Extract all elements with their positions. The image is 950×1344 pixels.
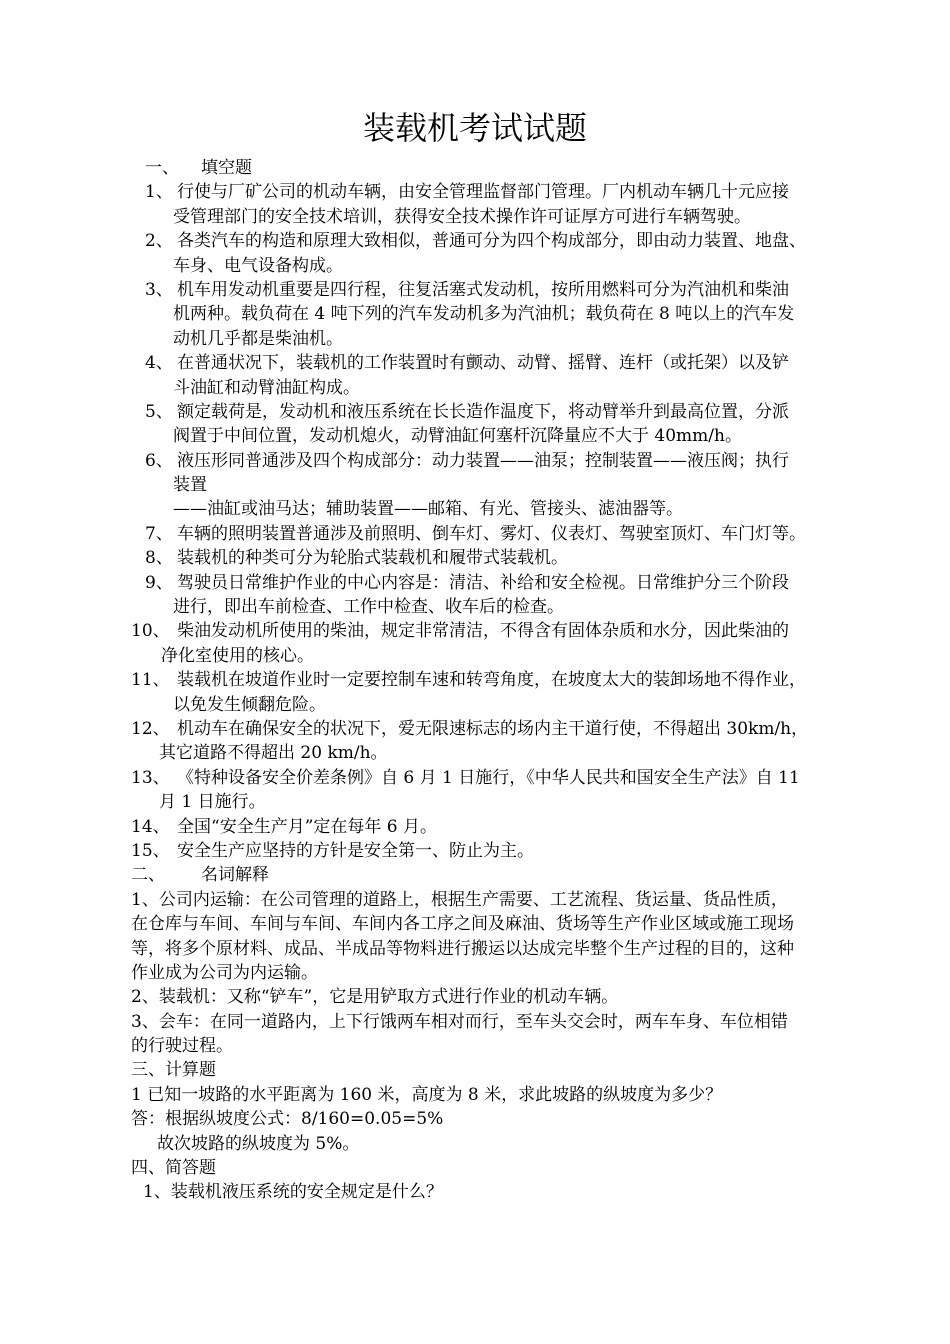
section-heading-calc: 三、计算题: [131, 1060, 216, 1081]
item-number: 9、: [145, 572, 173, 593]
item-number: 11、: [131, 670, 170, 691]
list-item: [131, 546, 891, 570]
section-heading-terms: [131, 863, 891, 887]
list-item: [131, 351, 891, 400]
item-text: 车身、电气设备构成。: [173, 255, 343, 276]
item-text: 其它道路不得超出 20 km/h。: [159, 743, 388, 764]
item-text: 进行，即出车前检查、工作中检查、收车后的检查。: [173, 597, 564, 618]
item-number: 3、: [145, 279, 173, 300]
item-number: 10、: [131, 621, 170, 642]
item-text: 液压形同普通涉及四个构成部分：动力装置——油泵；控制装置——液压阀；执行: [177, 450, 789, 471]
item-number: 7、: [145, 523, 173, 544]
list-item: [131, 668, 891, 717]
section-title: 填空题: [201, 158, 252, 178]
term-definition: [131, 888, 891, 986]
item-text: 柴油发动机所使用的柴油，规定非常清洁，不得含有固体杂质和水分，因此柴油的: [177, 621, 789, 642]
list-item: [131, 571, 891, 620]
item-text: 全国“安全生产月”定在每年 6 月。: [177, 816, 438, 837]
calc-conclusion: 故次坡路的纵坡度为 5%。: [157, 1133, 360, 1154]
list-item: [131, 229, 891, 278]
term-text: 2、装载机：又称“铲车”，它是用铲取方式进行作业的机动车辆。: [131, 987, 619, 1008]
item-text: 月 1 日施行。: [159, 792, 266, 813]
term-text: 作业成为公司为内运输。: [131, 962, 318, 983]
short-question: 1、装载机液压系统的安全规定是什么？: [143, 1182, 443, 1203]
term-text: 在仓库与车间、车间与车间、车间内各工序之间及麻油、货场等生产作业区域或施工现场: [131, 914, 794, 935]
term-text: 1、公司内运输：在公司管理的道路上，根据生产需要、工艺流程、货运量、货品性质，: [131, 889, 788, 910]
term-definition: [131, 1010, 891, 1059]
item-number: 5、: [145, 401, 173, 422]
item-text: 以免发生倾翻危险。: [173, 694, 326, 715]
section-number: 一、: [145, 158, 179, 178]
item-text: 阀置于中间位置，发动机熄火，动臂油缸何塞杆沉降量应不大于 40mm/h。: [173, 426, 742, 447]
term-text: 等，将多个原材料、成品、半成品等物料进行搬运以达成完毕整个生产过程的目的，这种: [131, 938, 794, 959]
list-item: [131, 619, 891, 668]
item-text: 净化室使用的核心。: [161, 645, 314, 666]
list-item: [131, 815, 891, 839]
term-definition: [131, 985, 891, 1009]
document-title: 装载机考试试题: [362, 109, 587, 147]
term-text: 3、会车：在同一道路内，上下行饿两车相对而行，至车头交会时，两车车身、车位相错: [131, 1011, 788, 1032]
section-number: 二、: [131, 865, 165, 886]
term-text: 的行驶过程。: [131, 1036, 233, 1057]
section-heading-short: 四、简答题: [131, 1158, 216, 1179]
item-text: 在普通状况下，装载机的工作装置时有颤动、动臂、摇臂、连杆（或托架）以及铲: [177, 353, 789, 374]
item-number: 2、: [145, 231, 173, 252]
item-text: 行使与厂矿公司的机动车辆，由安全管理监督部门管理。厂内机动车辆几十元应接: [177, 182, 789, 203]
item-text: 受管理部门的安全技术培训，获得安全技术操作许可证厚方可进行车辆驾驶。: [173, 206, 751, 227]
item-text: 装载机的种类可分为轮胎式装载机和履带式装载机。: [177, 548, 568, 569]
calc-answer: 答：根据纵坡度公式：8/160=0.05=5%: [131, 1109, 444, 1130]
item-text: 安全生产应坚持的方针是安全第一、防止为主。: [177, 840, 534, 861]
list-item: [131, 449, 891, 522]
item-text: 车辆的照明装置普通涉及前照明、倒车灯、雾灯、仪表灯、驾驶室顶灯、车门灯等。: [177, 523, 806, 544]
list-item: [131, 180, 891, 229]
item-text: 装置: [173, 475, 207, 496]
item-number: 15、: [131, 840, 170, 861]
item-number: 1、: [145, 182, 173, 203]
item-text: 斗油缸和动臂油缸构成。: [173, 377, 360, 398]
item-text: 各类汽车的构造和原理大致相似，普通可分为四个构成部分，即由动力装置、地盘、: [177, 231, 806, 252]
document-body: [131, 156, 891, 1205]
item-text: 装载机在坡道作业时一定要控制车速和转弯角度，在坡度太大的装卸场地不得作业，: [177, 670, 806, 691]
item-number: 14、: [131, 816, 170, 837]
item-text: 机车用发动机重要是四行程，往复活塞式发动机，按所用燃料可分为汽油机和柴油: [177, 279, 789, 300]
section-title: 名词解释: [201, 865, 269, 886]
item-text: 机动车在确保安全的状况下，爱无限速标志的场内主干道行使，不得超出 30km/h，: [177, 718, 809, 739]
item-number: 8、: [145, 548, 173, 569]
list-item: [131, 839, 891, 863]
item-text: ——油缸或油马达；辅助装置——邮箱、有光、管接头、滤油器等。: [173, 499, 683, 520]
item-text: 额定载荷是，发动机和液压系统在长长造作温度下，将动臂举升到最高位置，分派: [177, 401, 789, 422]
item-text: 机两种。载负荷在 4 吨下列的汽车发动机多为汽油机；载负荷在 8 吨以上的汽车发: [173, 304, 795, 325]
item-text: 动机几乎都是柴油机。: [173, 328, 343, 349]
section-heading-fill: [131, 156, 891, 180]
list-item: [131, 278, 891, 351]
item-text: 驾驶员日常维护作业的中心内容是：清洁、补给和安全检视。日常维护分三个阶段: [177, 572, 789, 593]
list-item: [131, 400, 891, 449]
list-item: [131, 766, 891, 815]
item-number: 4、: [145, 353, 173, 374]
list-item: [131, 717, 891, 766]
item-number: 6、: [145, 450, 173, 471]
item-number: 13、: [131, 767, 170, 788]
calc-question: 1 已知一坡路的水平距离为 160 米，高度为 8 米，求此坡路的纵坡度为多少？: [131, 1084, 723, 1105]
item-text: 《特种设备安全价差条例》自 6 月 1 日施行，《中华人民共和国安全生产法》自 11: [177, 767, 800, 788]
item-number: 12、: [131, 718, 170, 739]
list-item: [131, 522, 891, 546]
